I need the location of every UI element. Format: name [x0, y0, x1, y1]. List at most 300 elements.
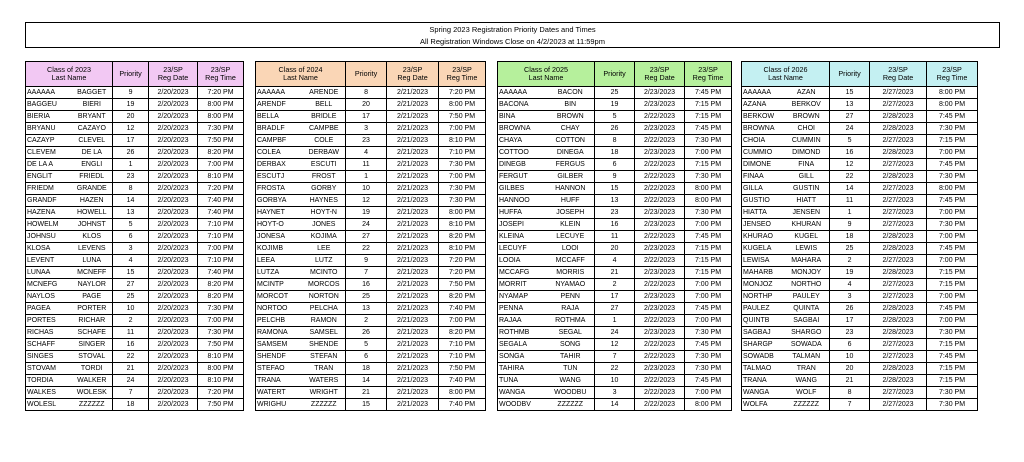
table-row — [256, 147, 486, 159]
priority-cell: 3 — [113, 243, 149, 255]
priority-cell: 2 — [595, 279, 635, 291]
name-range-start: COLEA — [256, 147, 303, 159]
table-row — [742, 159, 978, 171]
priority-cell: 8 — [113, 183, 149, 195]
name-range-start: PENNA — [498, 303, 547, 315]
reg-date-cell: 2/23/2023 — [635, 123, 685, 135]
reg-date-cell: 2/23/2023 — [635, 303, 685, 315]
name-range-start: MCNEFG — [26, 279, 72, 291]
reg-date-cell: 2/21/2023 — [387, 183, 439, 195]
priority-cell: 15 — [595, 183, 635, 195]
name-range-end: ENGLI — [72, 159, 113, 171]
priority-cell: 27 — [346, 231, 387, 243]
table-row — [742, 147, 978, 159]
priority-cell: 18 — [595, 147, 635, 159]
table-row — [742, 243, 978, 255]
reg-time-cell: 7:15 PM — [927, 135, 978, 147]
table-row — [256, 135, 486, 147]
reg-time-cell: 7:15 PM — [927, 279, 978, 291]
priority-cell: 7 — [113, 387, 149, 399]
name-range-end: MORRIS — [547, 267, 595, 279]
reg-time-cell: 7:00 PM — [439, 315, 486, 327]
priority-cell: 17 — [113, 135, 149, 147]
priority-cell: 15 — [830, 87, 870, 99]
priority-cell: 23 — [595, 207, 635, 219]
reg-date-cell: 2/21/2023 — [387, 135, 439, 147]
name-range-start: SAGBAJ — [742, 327, 784, 339]
reg-time-cell: 7:15 PM — [685, 255, 732, 267]
reg-time-cell: 7:50 PM — [198, 399, 244, 411]
reg-date-cell: 2/21/2023 — [387, 207, 439, 219]
table-row — [26, 111, 244, 123]
reg-date-cell: 2/21/2023 — [387, 291, 439, 303]
priority-cell: 27 — [595, 303, 635, 315]
priority-cell: 24 — [346, 219, 387, 231]
table-row — [742, 279, 978, 291]
class-header-line: Last Name — [528, 73, 564, 82]
reg-time-cell: 7:10 PM — [198, 219, 244, 231]
name-range-start: AZANA — [742, 99, 784, 111]
reg-date-cell: 2/27/2023 — [870, 183, 927, 195]
table-row — [256, 243, 486, 255]
name-range-end: BACON — [547, 87, 595, 99]
table-row — [26, 327, 244, 339]
name-range-start: BROWNA — [498, 123, 547, 135]
name-range-end: STEFAN — [303, 351, 346, 363]
priority-cell: 18 — [113, 399, 149, 411]
name-range-start: DIMONE — [742, 159, 784, 171]
name-range-start: MCCAFG — [498, 267, 547, 279]
reg-date-cell: 2/23/2023 — [635, 207, 685, 219]
name-range-start: QUINTB — [742, 315, 784, 327]
name-range-end: SOWADA — [784, 339, 830, 351]
reg-date-cell: 2/23/2023 — [635, 267, 685, 279]
table-row — [256, 375, 486, 387]
name-range-end: SHENDE — [303, 339, 346, 351]
priority-cell: 1 — [346, 171, 387, 183]
table-row — [256, 315, 486, 327]
name-range-end: TALMAN — [784, 351, 830, 363]
priority-header — [595, 62, 635, 87]
priority-cell: 22 — [346, 243, 387, 255]
table-row — [26, 303, 244, 315]
table-row — [742, 327, 978, 339]
name-range-end: TRAN — [784, 363, 830, 375]
reg-time-cell: 7:30 PM — [685, 207, 732, 219]
reg-time-cell: 7:30 PM — [927, 171, 978, 183]
name-range-start: DERBAX — [256, 159, 303, 171]
priority-cell: 13 — [595, 195, 635, 207]
reg-time-cell: 8:20 PM — [198, 279, 244, 291]
reg-time-cell: 7:40 PM — [439, 303, 486, 315]
name-range-end: BROWN — [547, 111, 595, 123]
reg-time-cell: 7:20 PM — [198, 387, 244, 399]
reg-date-cell: 2/27/2023 — [870, 135, 927, 147]
class-header — [742, 62, 830, 87]
registration-table — [255, 61, 486, 411]
priority-cell: 11 — [346, 159, 387, 171]
reg-time-cell: 7:00 PM — [685, 315, 732, 327]
name-range-end: ZZZZZZ — [72, 399, 113, 411]
reg-date-cell: 2/27/2023 — [870, 339, 927, 351]
priority-cell: 26 — [595, 123, 635, 135]
table-row — [498, 375, 732, 387]
name-range-start: HAYNET — [256, 207, 303, 219]
priority-cell: 9 — [830, 219, 870, 231]
priority-cell: 14 — [830, 183, 870, 195]
name-range-end: STOVAL — [72, 351, 113, 363]
name-range-end: CUMMIN — [784, 135, 830, 147]
reg-time-cell: 8:10 PM — [198, 351, 244, 363]
name-range-end: MONJOY — [784, 267, 830, 279]
reg-time-cell: 7:00 PM — [439, 171, 486, 183]
class-header-line: Last Name — [768, 73, 803, 82]
name-range-start: AAAAAA — [742, 87, 784, 99]
reg-date-cell: 2/20/2023 — [149, 351, 198, 363]
reg-date-header-line: Reg Date — [882, 73, 914, 82]
name-range-start: TRANA — [256, 375, 303, 387]
reg-time-cell: 7:15 PM — [685, 267, 732, 279]
table-row — [26, 399, 244, 411]
table-row — [26, 363, 244, 375]
priority-cell: 1 — [830, 207, 870, 219]
priority-cell: 7 — [830, 399, 870, 411]
priority-cell: 12 — [346, 195, 387, 207]
priority-cell: 25 — [113, 291, 149, 303]
reg-date-cell: 2/21/2023 — [387, 159, 439, 171]
reg-time-cell: 8:20 PM — [198, 291, 244, 303]
name-range-start: GILBES — [498, 183, 547, 195]
name-range-start: MCINTP — [256, 279, 303, 291]
name-range-end: LEVENS — [72, 243, 113, 255]
name-range-start: HUFFA — [498, 207, 547, 219]
name-range-start: LECUYF — [498, 243, 547, 255]
reg-date-cell: 2/23/2023 — [635, 363, 685, 375]
reg-time-cell: 7:10 PM — [439, 351, 486, 363]
name-range-start: PORTES — [26, 315, 72, 327]
reg-date-cell: 2/22/2023 — [635, 351, 685, 363]
priority-cell: 26 — [113, 147, 149, 159]
reg-time-cell: 7:30 PM — [927, 123, 978, 135]
reg-time-cell: 8:00 PM — [685, 183, 732, 195]
priority-header — [113, 62, 149, 87]
table-row — [26, 87, 244, 99]
name-range-start: BELLA — [256, 111, 303, 123]
priority-cell: 24 — [595, 327, 635, 339]
name-range-start: LUNAA — [26, 267, 72, 279]
reg-time-cell: 8:00 PM — [439, 99, 486, 111]
name-range-start: PAULEZ — [742, 303, 784, 315]
reg-date-cell: 2/20/2023 — [149, 363, 198, 375]
reg-time-header-line: Reg Time — [936, 73, 968, 82]
name-range-start: WOLFA — [742, 399, 784, 411]
priority-cell: 4 — [346, 147, 387, 159]
name-range-end: JOHNST — [72, 219, 113, 231]
priority-cell: 4 — [595, 255, 635, 267]
name-range-start: SOWADB — [742, 351, 784, 363]
name-range-end: HANNON — [547, 183, 595, 195]
reg-time-cell: 8:10 PM — [198, 375, 244, 387]
reg-date-cell: 2/20/2023 — [149, 87, 198, 99]
table-row — [498, 135, 732, 147]
table-row — [498, 111, 732, 123]
name-range-end: SAGBAI — [784, 315, 830, 327]
reg-date-cell: 2/20/2023 — [149, 123, 198, 135]
name-range-start: MORRIT — [498, 279, 547, 291]
table-row — [742, 375, 978, 387]
priority-cell: 8 — [830, 387, 870, 399]
name-range-end: AZAN — [784, 87, 830, 99]
reg-date-cell: 2/28/2023 — [870, 267, 927, 279]
priority-cell: 21 — [830, 375, 870, 387]
priority-cell: 23 — [346, 135, 387, 147]
table-row — [742, 351, 978, 363]
header-row — [256, 62, 486, 87]
reg-date-cell: 2/22/2023 — [635, 387, 685, 399]
priority-cell: 20 — [830, 363, 870, 375]
reg-time-cell: 8:10 PM — [439, 243, 486, 255]
class-header-line: Last Name — [283, 73, 318, 82]
reg-time-header-line: Reg Time — [692, 73, 724, 82]
name-range-start: KHURAO — [742, 231, 784, 243]
name-range-start: NORTOO — [256, 303, 303, 315]
class-header-line: Last Name — [51, 73, 87, 82]
reg-date-cell: 2/20/2023 — [149, 219, 198, 231]
table-row — [742, 339, 978, 351]
name-range-start: BACONA — [498, 99, 547, 111]
priority-cell: 8 — [346, 87, 387, 99]
name-range-end: COTTON — [547, 135, 595, 147]
name-range-end: JENSEN — [784, 207, 830, 219]
reg-time-cell: 7:50 PM — [439, 279, 486, 291]
reg-time-cell: 7:00 PM — [927, 207, 978, 219]
reg-date-cell: 2/27/2023 — [870, 291, 927, 303]
reg-date-cell: 2/21/2023 — [387, 231, 439, 243]
name-range-end: CHOI — [784, 123, 830, 135]
name-range-start: MORCOT — [256, 291, 303, 303]
reg-time-cell: 7:10 PM — [198, 255, 244, 267]
reg-date-cell: 2/21/2023 — [387, 123, 439, 135]
priority-cell: 24 — [830, 123, 870, 135]
table-row — [742, 171, 978, 183]
name-range-start: HOWELM — [26, 219, 72, 231]
reg-date-header — [149, 62, 198, 87]
table-row — [256, 363, 486, 375]
priority-cell: 23 — [113, 171, 149, 183]
name-range-start: BINA — [498, 111, 547, 123]
name-range-end: MAHARA — [784, 255, 830, 267]
table-row — [256, 255, 486, 267]
name-range-start: STOVAM — [26, 363, 72, 375]
name-range-start: BAGGEU — [26, 99, 72, 111]
priority-cell: 17 — [346, 111, 387, 123]
name-range-end: KLOS — [72, 231, 113, 243]
table-row — [26, 279, 244, 291]
table-row — [742, 207, 978, 219]
name-range-end: WATERS — [303, 375, 346, 387]
name-range-start: FRIEDM — [26, 183, 72, 195]
reg-date-cell: 2/28/2023 — [870, 243, 927, 255]
priority-cell: 25 — [346, 291, 387, 303]
name-range-start: ROTHMB — [498, 327, 547, 339]
name-range-start: AAAAAA — [26, 87, 72, 99]
reg-time-cell: 7:10 PM — [439, 339, 486, 351]
table-row — [742, 99, 978, 111]
reg-date-cell: 2/21/2023 — [387, 315, 439, 327]
name-range-end: GILL — [784, 171, 830, 183]
priority-header-line: Priority — [603, 69, 626, 78]
reg-time-cell: 7:00 PM — [198, 243, 244, 255]
priority-cell: 16 — [595, 219, 635, 231]
table-row — [498, 291, 732, 303]
priority-cell: 12 — [830, 159, 870, 171]
name-range-start: WANGA — [498, 387, 547, 399]
name-range-start: ESCUTJ — [256, 171, 303, 183]
name-range-start: RICHAS — [26, 327, 72, 339]
name-range-start: BRADLF — [256, 123, 303, 135]
name-range-end: CAZAYO — [72, 123, 113, 135]
name-range-start: LOOIA — [498, 255, 547, 267]
reg-date-cell: 2/20/2023 — [149, 231, 198, 243]
reg-time-cell: 7:50 PM — [439, 111, 486, 123]
table-row — [256, 279, 486, 291]
name-range-start: PELCHB — [256, 315, 303, 327]
name-range-end: BROWN — [784, 111, 830, 123]
reg-date-header-line: 23/SP — [888, 65, 908, 74]
name-range-end: GILBER — [547, 171, 595, 183]
priority-cell: 26 — [346, 327, 387, 339]
reg-time-cell: 7:30 PM — [439, 159, 486, 171]
priority-cell: 15 — [113, 267, 149, 279]
class-2023-table — [25, 61, 244, 411]
reg-date-cell: 2/22/2023 — [635, 183, 685, 195]
reg-date-cell: 2/23/2023 — [635, 219, 685, 231]
reg-time-cell: 7:45 PM — [927, 303, 978, 315]
reg-date-cell: 2/23/2023 — [635, 291, 685, 303]
priority-cell: 13 — [113, 207, 149, 219]
priority-cell: 16 — [830, 147, 870, 159]
name-range-end: CAMPBE — [303, 123, 346, 135]
name-range-end: CLEVEL — [72, 135, 113, 147]
table-row — [256, 219, 486, 231]
reg-time-header-line: 23/SP — [210, 65, 231, 74]
table-row — [256, 183, 486, 195]
table-row — [26, 159, 244, 171]
name-range-end: GUSTIN — [784, 183, 830, 195]
reg-time-cell: 7:15 PM — [927, 363, 978, 375]
table-row — [26, 291, 244, 303]
reg-date-cell: 2/20/2023 — [149, 207, 198, 219]
reg-date-cell: 2/27/2023 — [870, 387, 927, 399]
name-range-start: WALKES — [26, 387, 72, 399]
name-range-start: TORDIA — [26, 375, 72, 387]
reg-date-cell: 2/27/2023 — [870, 399, 927, 411]
name-range-end: KHURAN — [784, 219, 830, 231]
name-range-start: CHAYA — [498, 135, 547, 147]
table-row — [498, 231, 732, 243]
reg-time-cell: 8:10 PM — [439, 135, 486, 147]
priority-cell: 21 — [595, 267, 635, 279]
priority-cell: 6 — [830, 339, 870, 351]
name-range-start: KLOSA — [26, 243, 72, 255]
priority-cell: 1 — [113, 159, 149, 171]
reg-date-cell: 2/21/2023 — [387, 339, 439, 351]
reg-time-cell: 8:10 PM — [198, 171, 244, 183]
table-row — [256, 99, 486, 111]
name-range-end: TUN — [547, 363, 595, 375]
table-row — [256, 291, 486, 303]
reg-time-cell: 7:00 PM — [439, 123, 486, 135]
name-range-end: SAMSEL — [303, 327, 346, 339]
priority-cell: 10 — [346, 183, 387, 195]
name-range-start: CLEVEM — [26, 147, 72, 159]
reg-time-cell: 7:15 PM — [927, 375, 978, 387]
table-row — [742, 399, 978, 411]
priority-header-line: Priority — [838, 69, 861, 78]
name-range-end: MORCOS — [303, 279, 346, 291]
class-header — [26, 62, 113, 87]
name-range-start: JOSEPI — [498, 219, 547, 231]
reg-time-cell: 8:00 PM — [927, 183, 978, 195]
class-header — [498, 62, 595, 87]
name-range-end: KLEIN — [547, 219, 595, 231]
name-range-end: BIERI — [72, 99, 113, 111]
priority-cell: 10 — [830, 351, 870, 363]
name-range-end: SCHAFE — [72, 327, 113, 339]
registration-table — [741, 61, 978, 411]
table-row — [26, 219, 244, 231]
reg-date-cell: 2/22/2023 — [635, 399, 685, 411]
reg-time-cell: 7:30 PM — [685, 363, 732, 375]
priority-cell: 14 — [595, 399, 635, 411]
name-range-start: CHOIA — [742, 135, 784, 147]
priority-cell: 26 — [830, 303, 870, 315]
priority-cell: 22 — [595, 363, 635, 375]
name-range-end: WOODBU — [547, 387, 595, 399]
reg-time-cell: 7:00 PM — [927, 255, 978, 267]
table-row — [26, 183, 244, 195]
reg-date-cell: 2/21/2023 — [387, 147, 439, 159]
class-header-line: Class of 2025 — [524, 65, 568, 74]
reg-time-cell: 7:40 PM — [198, 195, 244, 207]
title-line-2: All Registration Windows Close on 4/2/2023 at 11:59pm — [420, 37, 605, 46]
name-range-start: HANNOO — [498, 195, 547, 207]
reg-time-cell: 7:40 PM — [198, 207, 244, 219]
name-range-start: STEFAO — [256, 363, 303, 375]
name-range-start: LEEA — [256, 255, 303, 267]
reg-time-cell: 8:00 PM — [685, 399, 732, 411]
reg-time-cell: 7:45 PM — [685, 123, 732, 135]
table-row — [26, 99, 244, 111]
priority-cell: 22 — [830, 171, 870, 183]
priority-cell: 19 — [113, 99, 149, 111]
reg-time-cell: 7:30 PM — [439, 183, 486, 195]
name-range-end: ROTHMA — [547, 315, 595, 327]
reg-date-cell: 2/21/2023 — [387, 279, 439, 291]
reg-date-cell: 2/20/2023 — [149, 339, 198, 351]
reg-time-cell: 7:20 PM — [439, 87, 486, 99]
reg-date-cell: 2/20/2023 — [149, 159, 198, 171]
reg-time-cell: 7:20 PM — [439, 267, 486, 279]
name-range-end: NORTHO — [784, 279, 830, 291]
reg-date-cell: 2/20/2023 — [149, 279, 198, 291]
name-range-start: BROWNA — [742, 123, 784, 135]
reg-time-cell: 8:20 PM — [439, 231, 486, 243]
priority-cell: 27 — [113, 279, 149, 291]
table-row — [742, 123, 978, 135]
name-range-end: QUINTA — [784, 303, 830, 315]
name-range-end: SHARGO — [784, 327, 830, 339]
